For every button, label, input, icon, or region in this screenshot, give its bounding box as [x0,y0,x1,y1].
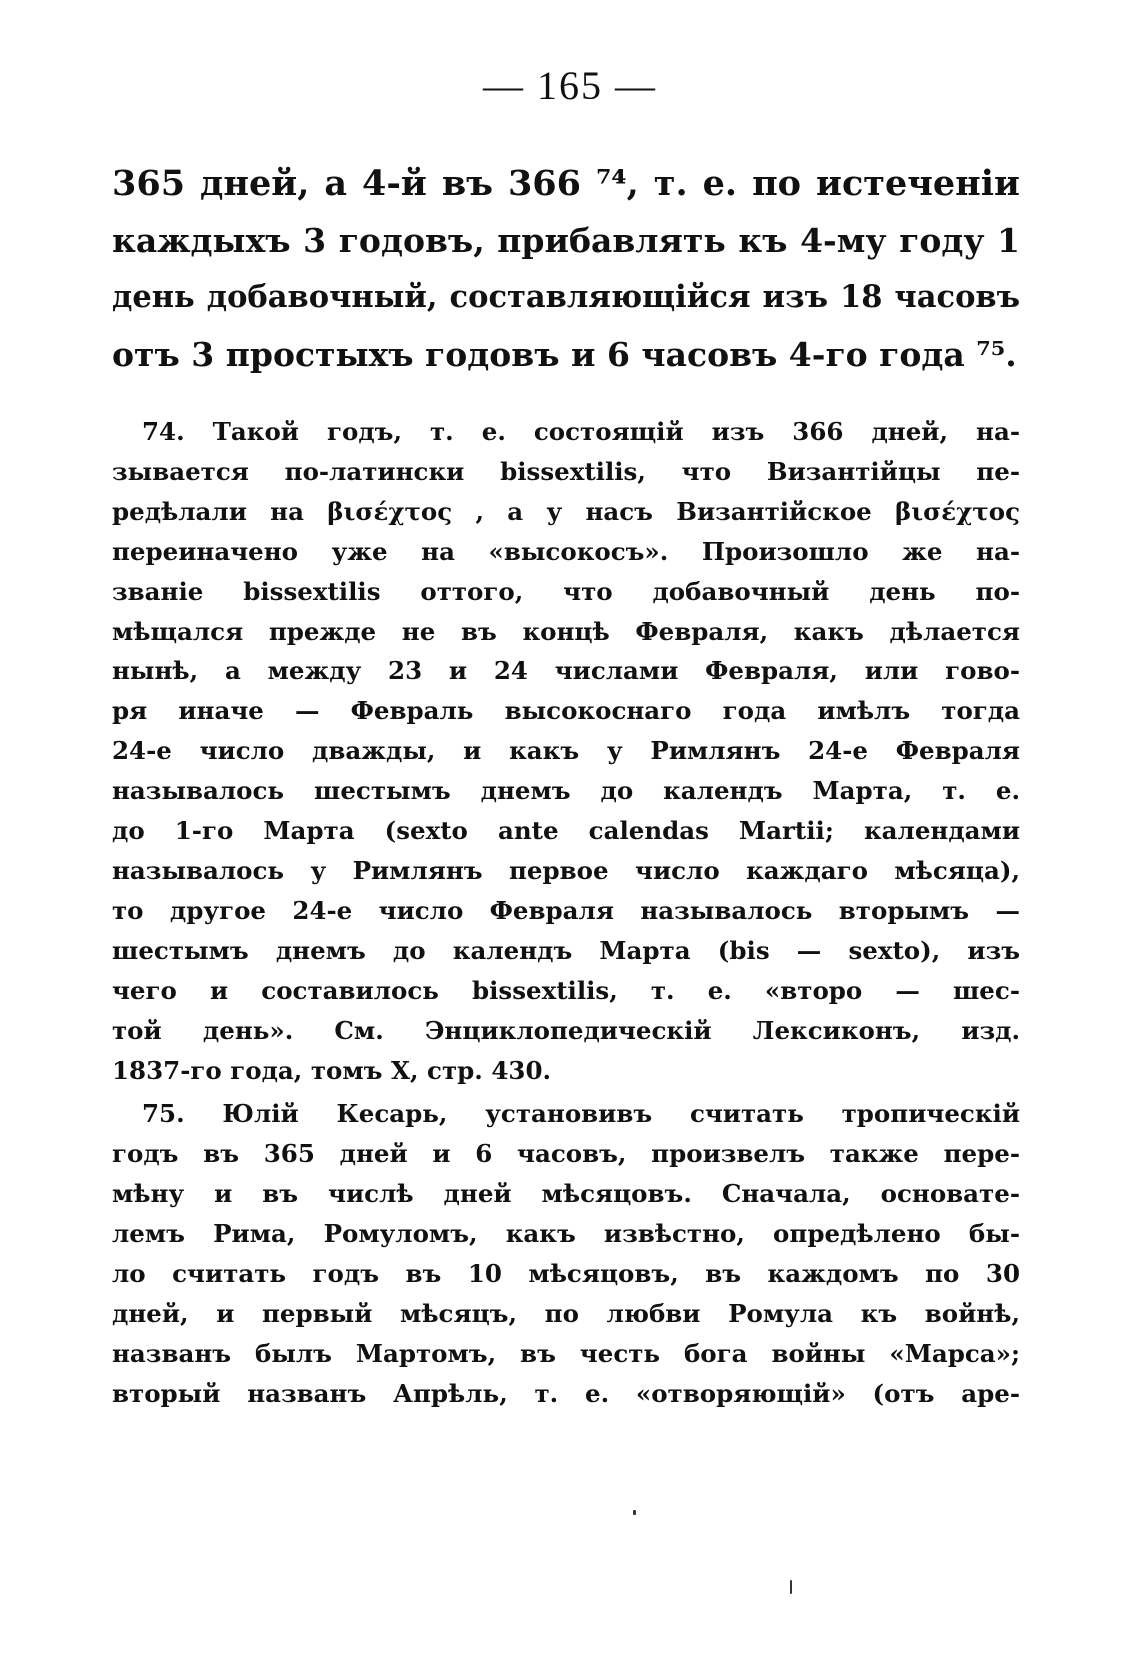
footnote-75 [112,1094,1020,1413]
footnote-line: 24-е число дважды, и какъ у Римлянъ 24-е Февраля [112,736,1020,766]
footnote-line: мѣщался прежде не въ концѣ Февраля, какъ дѣлается [112,616,1020,646]
footnote-line: 1837-го года, томъ X, стр. 430. [112,1055,552,1085]
footnote-line: переиначено уже на «высокосъ». Произошло же на- [112,536,1020,566]
footnote-line: ло считать годъ въ 10 мѣсяцовъ, въ каждомъ по 30 [112,1259,1020,1289]
main-text-line: отъ 3 простыхъ годовъ и 6 часовъ 4-го года ⁷⁵. [112,335,1017,374]
main-text-line: 365 дней, а 4-й въ 366 ⁷⁴, т. е. по истеченіи [112,163,1020,204]
print-speck-mark [790,1580,792,1594]
footnotes [112,412,1020,1414]
footnote-line: мѣну и въ числѣ дней мѣсяцовъ. Сначала, основате- [112,1179,1020,1209]
footnote-line: до 1-го Марта (sexto ante calendas Martii; календами [112,816,1020,846]
footnote-line: лемъ Рима, Ромуломъ, какъ извѣстно, опредѣлено бы- [112,1219,1020,1249]
footnote-74 [112,412,1020,1090]
footnote-line: той день». См. Энциклопедическій Лексиконъ, изд. [112,1015,1020,1045]
footnote-line: называлось шестымъ днемъ до календъ Марта, т. е. [112,776,1020,806]
footnote-line: 75. Юлій Кесарь, установивъ считать тропическій [142,1099,1020,1129]
print-speck-mark [633,1510,636,1515]
footnote-line: названъ былъ Мартомъ, въ честь бога войны «Марса»; [112,1338,1020,1368]
main-text [112,155,1020,383]
footnote-line: то другое 24-е число Февраля называлось вторымъ — [112,895,1020,925]
footnote-line: зывается по-латински bissextilis, что Византійцы пе- [112,456,1020,486]
footnote-line: называлось у Римлянъ первое число каждаго мѣсяца), [112,855,1020,885]
footnote-line: званіе bissextilis оттого, что добавочный день по- [112,576,1020,606]
main-text-line: каждыхъ 3 годовъ, прибавлять къ 4-му году 1 [112,221,1020,260]
footnote-line: 74. Такой годъ, т. е. состоящій изъ 366 дней, на- [142,417,1020,446]
footnote-line: чего и составилось bissextilis, т. е. «второ — шес- [112,975,1020,1005]
footnote-line: дней, и первый мѣсяцъ, по любви Ромула къ войнѣ, [112,1298,1020,1328]
page-number: — 165 — [483,63,657,108]
footnote-line: нынѣ, а между 23 и 24 числами Февраля, или гово- [112,656,1020,686]
footnote-line: годъ въ 365 дней и 6 часовъ, произвелъ также пере- [112,1139,1020,1169]
footnote-line: редѣлали на βισέχτος , а у насъ Византійское βισέχτος [112,496,1020,526]
main-text-line: день добавочный, составляющійся изъ 18 часовъ [112,279,1020,315]
footnote-line: шестымъ днемъ до календъ Марта (bis — sexto), изъ [112,935,1020,965]
footnote-line: ря иначе — Февраль высокоснаго года имѣлъ тогда [112,696,1020,726]
footnote-line: вторый названъ Апрѣль, т. е. «отворяющій» (отъ аре- [112,1378,1020,1408]
